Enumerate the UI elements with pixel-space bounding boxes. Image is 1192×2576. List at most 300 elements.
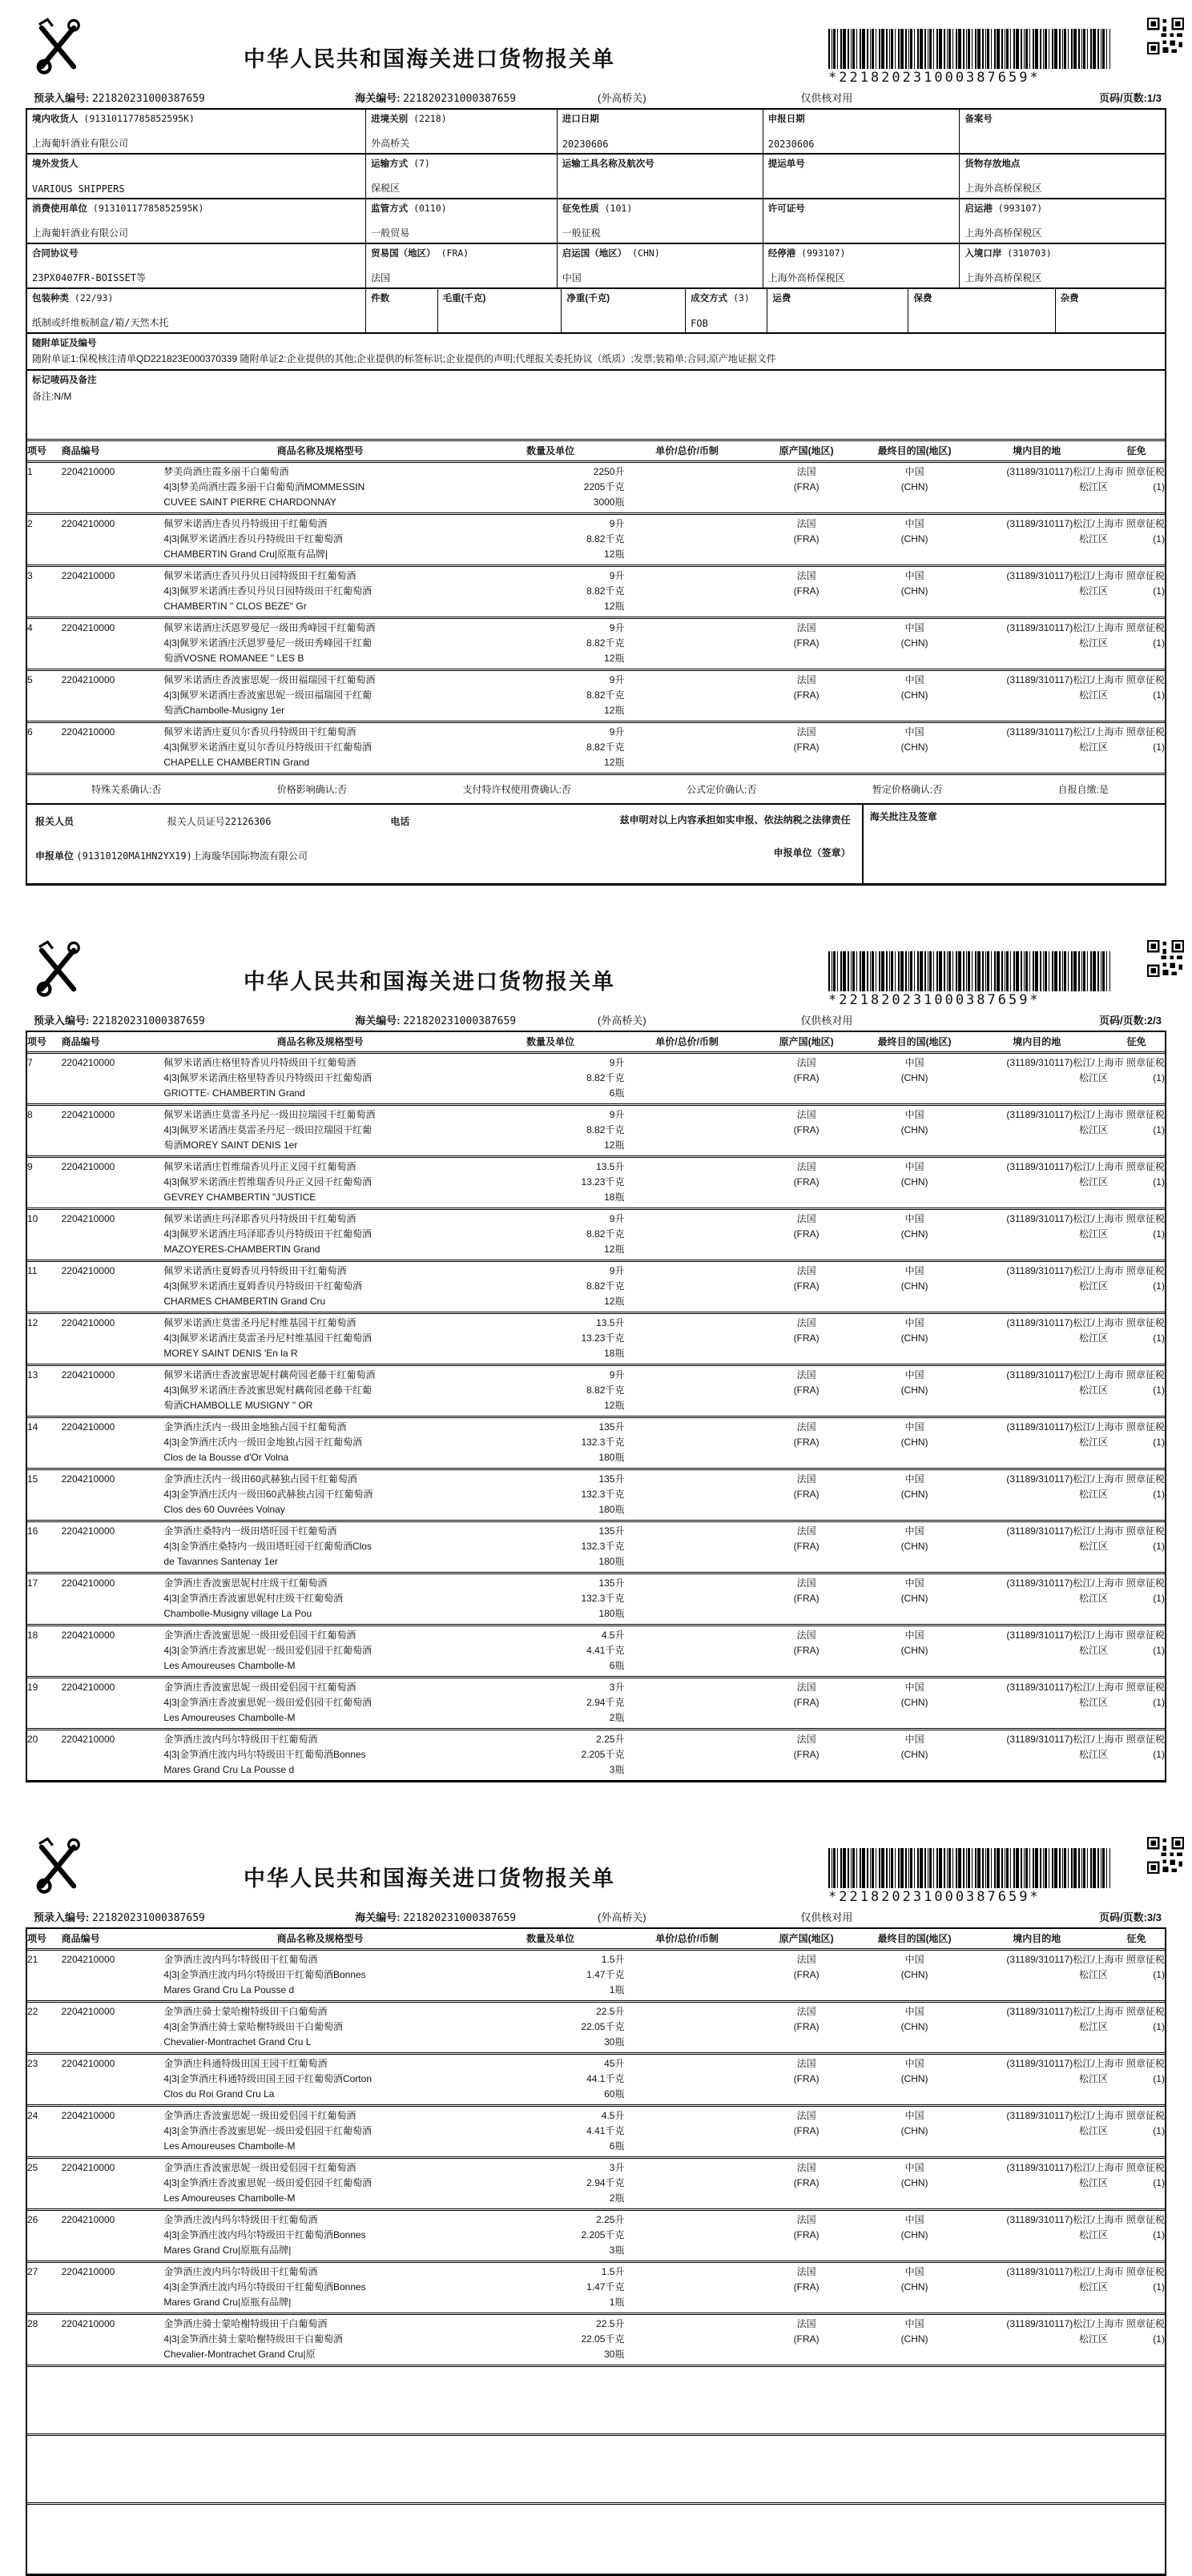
form-field-value: [562, 183, 758, 195]
bottle-count: 30瓶: [604, 2036, 625, 2048]
goods-name: 4|3|金笋酒庄香波蜜思妮村庄级干红葡萄酒: [163, 1593, 343, 1604]
hs-code: 2204210000: [61, 1369, 115, 1380]
destination-district: 松江区: [1078, 689, 1108, 701]
destination-country: 中国: [904, 1954, 924, 1965]
bottle-count: 12瓶: [604, 1244, 625, 1255]
destination-place: (31189/310117)松江/上海市 照章征税: [1006, 1265, 1165, 1276]
destination-country-code: (CHN): [900, 481, 928, 492]
pre-entry-label: 预录入编号:: [34, 1911, 90, 1923]
goods-item-row: [27, 1574, 1165, 1626]
weight: 22.05千克: [581, 2021, 625, 2032]
attached-documents-box: [27, 334, 1165, 371]
destination-country: 中国: [904, 1265, 924, 1276]
goods-name: CHAMBERTIN " CLOS BEZE" Gr: [163, 601, 307, 612]
duty-exemption-code: (1): [1153, 1593, 1165, 1604]
destination-district: 松江区: [1078, 1489, 1108, 1500]
barcode: [828, 951, 1123, 1008]
origin-country-code: (FRA): [793, 2229, 820, 2240]
item-line-3: [27, 1554, 1165, 1569]
goods-name: 金笋酒庄骑士蒙哈榭特级田干白葡萄酒: [163, 2006, 328, 2017]
form-field-label: 件数: [371, 294, 390, 303]
item-no: 21: [27, 1954, 38, 1965]
hs-code: 2204210000: [61, 2058, 115, 2069]
duty-exemption-code: (1): [1153, 689, 1165, 701]
item-line-2: [27, 1279, 1165, 1294]
goods-header-cell: 商品编号: [61, 1036, 100, 1047]
quantity: 135升: [598, 1577, 625, 1589]
goods-name: CHAMBERTIN Grand Cru|原瓶有品牌|: [163, 549, 328, 560]
goods-name: 金笋酒庄科通特级田国王园干红葡萄酒: [163, 2058, 328, 2069]
weight: 4.41千克: [586, 2125, 625, 2136]
goods-item-row: [27, 2055, 1165, 2107]
destination-country-code: (CHN): [900, 2333, 928, 2345]
origin-country-code: (FRA): [793, 1228, 820, 1240]
item-no: 7: [27, 1057, 33, 1068]
weight: 2.94千克: [586, 2177, 625, 2188]
quantity: 2250升: [593, 466, 625, 477]
item-line-3: [27, 651, 1165, 666]
duty-exemption-code: (1): [1153, 1437, 1165, 1448]
form-field: [558, 244, 763, 287]
declaration-statement: 兹申明对以上内容承担如实申报、依法纳税之法律责任: [619, 814, 851, 826]
form-field: [366, 289, 437, 332]
goods-header-cell: 商品名称及规格型号: [276, 445, 364, 456]
origin-country: 法国: [796, 622, 816, 633]
declaration-footer: [27, 805, 1165, 883]
hs-code: 2204210000: [61, 570, 115, 581]
hs-code: 2204210000: [61, 726, 115, 737]
goods-name: 佩罗米诺酒庄莫雷圣丹尼一级田拉瑞园干红葡萄酒: [163, 1109, 376, 1120]
form-field-label: 成交方式 (3): [691, 292, 750, 303]
duty-exemption-code: (1): [1153, 1645, 1165, 1656]
customs-office: (外高桥关): [597, 92, 646, 104]
form-field-value: [443, 318, 557, 329]
form-field: [763, 244, 960, 287]
goods-name: 4|3|金笋酒庄香波蜜思妮一级田爱侣园干红葡萄酒: [163, 1645, 372, 1656]
form-field: [562, 289, 686, 332]
goods-item-row: [27, 1678, 1165, 1730]
hs-code: 2204210000: [61, 1734, 115, 1745]
item-line-1: [27, 1107, 1165, 1123]
item-no: 19: [27, 1682, 38, 1693]
customs-office: (外高桥关): [597, 1911, 646, 1923]
item-line-1: [27, 1576, 1165, 1591]
origin-country: 法国: [796, 2162, 816, 2173]
item-no: 23: [27, 2058, 38, 2069]
weight: 13.23千克: [581, 1332, 625, 1344]
item-no: 6: [27, 726, 33, 737]
form-field: [960, 199, 1165, 243]
item-no: 1: [27, 466, 33, 477]
form-field-value: [566, 318, 680, 329]
goods-table-body: [27, 1951, 1165, 2574]
item-line-3: [27, 755, 1165, 770]
item-line-2: [27, 2019, 1165, 2035]
item-line-2: [27, 1435, 1165, 1450]
quantity: 9升: [609, 674, 625, 685]
form-field-label: 保费: [913, 294, 932, 303]
goods-item-row: [27, 1158, 1165, 1210]
duty-exemption-code: (1): [1153, 1124, 1165, 1135]
destination-place: (31189/310117)松江/上海市 照章征税: [1006, 2214, 1165, 2225]
origin-country: 法国: [796, 1369, 816, 1380]
item-line-1: [27, 1264, 1165, 1279]
declare-unit-value: (91310120MA1HN2YX19)上海璇华国际物流有限公司: [76, 850, 308, 862]
goods-name: 金笋酒庄桑特内一级田塔旺园干红葡萄酒: [163, 1525, 337, 1537]
bottle-count: 12瓶: [604, 549, 625, 560]
item-line-2: [27, 1643, 1165, 1658]
confirmation-item: 支付特许权使用费确认:否: [462, 784, 571, 795]
goods-name: Mares Grand Cru|原瓶有品牌|: [163, 2297, 292, 2308]
form-field-value: 20230606: [562, 139, 609, 150]
form-field-label: 许可证号: [767, 204, 805, 214]
item-line-3: [27, 2087, 1165, 2102]
goods-name: 4|3|佩罗米诺酒庄香波蜜思妮村藕荷园老藤干红葡: [163, 1384, 372, 1396]
goods-name: 金笋酒庄香波蜜思妮一级田爱侣园干红葡萄酒: [163, 1630, 356, 1641]
goods-header-cell: 原产国(地区): [779, 1933, 834, 1944]
destination-place: (31189/310117)松江/上海市 照章征税: [1006, 1682, 1165, 1693]
bottle-count: 60瓶: [604, 2088, 625, 2100]
form-row: [27, 199, 1165, 244]
form-field-label: 备案号: [964, 115, 993, 124]
form-field: [558, 155, 763, 198]
destination-district: 松江区: [1078, 1749, 1108, 1760]
item-line-3: [27, 2243, 1165, 2258]
destination-place: (31189/310117)松江/上海市 照章征税: [1006, 2058, 1165, 2069]
destination-place: (31189/310117)松江/上海市 照章征税: [1006, 1369, 1165, 1380]
page-number: 页码/页数:2/3: [1098, 1015, 1162, 1027]
item-line-2: [27, 1123, 1165, 1138]
goods-name: Clos du Roi Grand Cru La: [163, 2088, 275, 2100]
item-line-2: [27, 1591, 1165, 1606]
goods-name: 萄酒CHAMBOLLE MUSIGNY " OR: [163, 1400, 313, 1411]
item-no: 25: [27, 2162, 38, 2173]
item-line-2: [27, 2332, 1165, 2347]
hs-code: 2204210000: [61, 1057, 115, 1068]
form-field-value: 上海外高桥保税区: [964, 183, 1042, 194]
bottle-count: 12瓶: [604, 1296, 625, 1307]
origin-country: 法国: [796, 2058, 816, 2069]
form-field-value: 20230606: [767, 139, 815, 150]
goods-name: 金笋酒庄波内玛尔特级田干红葡萄酒: [163, 2214, 318, 2225]
destination-place: (31189/310117)松江/上海市 照章征税: [1006, 1954, 1165, 1965]
form-field-label: 净重(千克): [566, 294, 610, 303]
item-line-3: [27, 1606, 1165, 1622]
goods-name: Les Amoureuses Chambolle-M: [163, 2140, 296, 2152]
destination-country: 中国: [904, 674, 924, 685]
declaration-sheet: [26, 1031, 1166, 1782]
form-field: [366, 199, 558, 243]
unit-price: [624, 1316, 749, 1331]
goods-name: 4|3|金笋酒庄香波蜜思妮一级田爱侣园干红葡萄酒: [163, 2177, 372, 2188]
goods-name: 佩罗米诺酒庄莫雷圣丹尼村维基园干红葡萄酒: [163, 1317, 356, 1328]
hs-code: 2204210000: [61, 1213, 115, 1224]
destination-district: 松江区: [1078, 1697, 1108, 1708]
unit-price: [624, 1159, 749, 1175]
form-field: [908, 289, 1055, 332]
goods-name: Clos de la Bousse d'Or Volna: [163, 1452, 289, 1463]
goods-item-row: [27, 1314, 1165, 1366]
goods-name: 金笋酒庄香波蜜思妮一级田爱侣园干红葡萄酒: [163, 2162, 356, 2173]
bottle-count: 2瓶: [609, 1712, 625, 1723]
origin-country: 法国: [796, 2110, 816, 2121]
weight: 44.1千克: [586, 2073, 625, 2084]
goods-name: MAZOYERES-CHAMBERTIN Grand: [163, 1244, 320, 1255]
goods-header-cell: 境内目的地: [1013, 1933, 1061, 1944]
barcode-bars: [828, 951, 1110, 991]
weight: 8.82千克: [586, 533, 625, 545]
form-field: [27, 244, 366, 287]
item-line-2: [27, 1747, 1165, 1762]
goods-header-cell: 单价/总价/币制: [655, 1036, 719, 1047]
destination-district: 松江区: [1078, 1645, 1108, 1656]
destination-district: 松江区: [1078, 637, 1108, 649]
form-field-label: 贸易国（地区） (FRA): [371, 247, 469, 259]
qr-code-icon: [1147, 1837, 1184, 1874]
bottle-count: 18瓶: [604, 1348, 625, 1359]
pre-entry-no: 221820231000387659: [91, 1912, 205, 1924]
item-line-1: [27, 1732, 1165, 1747]
form-field: [438, 289, 562, 332]
goods-name: 佩罗米诺酒庄格里特香贝丹特级田干红葡萄酒: [163, 1057, 356, 1068]
goods-item-row: [27, 515, 1165, 567]
origin-country-code: (FRA): [793, 2125, 820, 2136]
bottle-count: 3瓶: [609, 2244, 625, 2256]
form-row: [27, 110, 1165, 155]
origin-country: 法国: [796, 1317, 816, 1328]
weight: 2.94千克: [586, 1697, 625, 1708]
form-field-label: 进境关别 (2218): [371, 113, 447, 124]
form-field-label: 货物存放地点: [964, 159, 1021, 169]
origin-country-code: (FRA): [793, 1697, 820, 1708]
hs-code: 2204210000: [61, 2162, 115, 2173]
destination-district: 松江区: [1078, 1332, 1108, 1344]
origin-country-code: (FRA): [793, 1593, 820, 1604]
document-title: 中华人民共和国海关进口货物报关单: [244, 47, 615, 71]
item-line-3: [27, 1762, 1165, 1778]
quantity: 9升: [609, 622, 625, 633]
bottle-count: 3000瓶: [593, 496, 625, 508]
goods-item-row: [27, 463, 1165, 515]
form-field-label: 杂费: [1060, 294, 1079, 303]
form-field-label: 经停港 (993107): [767, 247, 846, 259]
goods-name: Les Amoureuses Chambolle-M: [163, 1660, 296, 1671]
hs-code: 2204210000: [61, 2006, 115, 2017]
bottle-count: 18瓶: [604, 1192, 625, 1203]
destination-country: 中国: [904, 518, 924, 529]
barcode-text: *221820231000387659*: [828, 70, 1041, 86]
origin-country: 法国: [796, 2318, 816, 2329]
form-field-label: 进口日期: [562, 115, 599, 124]
destination-country: 中国: [904, 2214, 924, 2225]
goods-table-body: [27, 463, 1165, 773]
destination-district: 松江区: [1078, 1384, 1108, 1396]
item-no: 9: [27, 1161, 33, 1172]
info-line: [34, 1909, 1162, 1924]
bottle-count: 30瓶: [604, 2349, 625, 2360]
form-field-value: 上海外高桥保税区: [964, 227, 1042, 239]
weight: 13.23千克: [581, 1176, 625, 1188]
quantity: 1.5升: [601, 2266, 625, 2277]
goods-name: 金笋酒庄波内玛尔特级田干红葡萄酒: [163, 2266, 318, 2277]
goods-name: 萄酒VOSNE ROMANEE " LES B: [163, 653, 304, 664]
hs-code: 2204210000: [61, 518, 115, 529]
barcode-bars: [828, 29, 1110, 69]
item-line-1: [27, 2160, 1165, 2176]
origin-country: 法国: [796, 1525, 816, 1537]
goods-header-cell: 征免: [1126, 1933, 1146, 1944]
item-no: 15: [27, 1473, 38, 1485]
declaration-page-3: [26, 1819, 1166, 2576]
check-note: 仅供核对用: [800, 1015, 853, 1027]
item-line-1: [27, 516, 1165, 532]
unit-price: [624, 464, 749, 480]
bottle-count: 6瓶: [609, 1087, 625, 1099]
goods-header-cell: 数量及单位: [526, 1933, 575, 1944]
goods-name: Chambolle-Musigny village La Pou: [163, 1608, 312, 1619]
hs-code: 2204210000: [61, 2214, 115, 2225]
barcode-text: *221820231000387659*: [828, 1889, 1041, 1905]
item-no: 12: [27, 1317, 38, 1328]
item-no: 5: [27, 674, 33, 685]
item-line-3: [27, 2295, 1165, 2310]
destination-country-code: (CHN): [900, 1072, 928, 1083]
goods-name: 4|3|佩罗米诺酒庄格里特香贝丹特级田干红葡萄酒: [163, 1072, 372, 1083]
goods-header-cell: 商品名称及规格型号: [276, 1933, 364, 1944]
item-line-2: [27, 1383, 1165, 1398]
item-line-2: [27, 740, 1165, 755]
quantity: 4.5升: [601, 1630, 625, 1641]
destination-country-code: (CHN): [900, 741, 928, 753]
barcode: [828, 29, 1123, 86]
goods-header-cell: 境内目的地: [1013, 1036, 1061, 1047]
item-line-1: [27, 569, 1165, 584]
form-field: [960, 155, 1165, 198]
goods-name: 佩罗米诺酒庄香贝丹贝日园特级田干红葡萄酒: [163, 570, 356, 581]
destination-place: (31189/310117)松江/上海市 照章征税: [1006, 1213, 1165, 1224]
item-line-1: [27, 621, 1165, 636]
origin-country: 法国: [796, 1682, 816, 1693]
item-line-1: [27, 1680, 1165, 1695]
goods-name: 4|3|金笋酒庄波内玛尔特级田干红葡萄酒Bonnes: [163, 1749, 366, 1760]
unit-price: [624, 1055, 749, 1071]
destination-district: 松江区: [1078, 533, 1108, 545]
item-no: 18: [27, 1630, 38, 1641]
destination-country-code: (CHN): [900, 1384, 928, 1396]
duty-exemption-code: (1): [1153, 1228, 1165, 1240]
goods-header-cell: 原产国(地区): [779, 1036, 834, 1047]
unit-price: [624, 2108, 749, 2124]
form-field-value: 外高桥关: [371, 138, 410, 149]
quantity: 22.5升: [596, 2318, 625, 2329]
quantity: 9升: [609, 1213, 625, 1224]
destination-country-code: (CHN): [900, 1124, 928, 1135]
item-line-1: [27, 2056, 1165, 2072]
form-field-value: 中国: [562, 272, 582, 283]
destination-country: 中国: [904, 1630, 924, 1641]
bottle-count: 2瓶: [609, 2192, 625, 2204]
hs-code: 2204210000: [61, 1161, 115, 1172]
pre-entry-label: 预录入编号:: [34, 92, 90, 104]
unit-price: [624, 1472, 749, 1487]
destination-country-code: (CHN): [900, 637, 928, 649]
form-field: [27, 199, 366, 243]
origin-country: 法国: [796, 1161, 816, 1172]
goods-name: 4|3|梦美尚酒庄霞多丽干白葡萄酒MOMMESSIN: [163, 481, 365, 492]
hs-code: 2204210000: [61, 466, 115, 477]
destination-country-code: (CHN): [900, 2073, 928, 2084]
form-field-label: 申报日期: [767, 115, 805, 124]
form-row: [27, 155, 1165, 199]
item-no: 4: [27, 622, 33, 633]
origin-country-code: (FRA): [793, 1749, 820, 1760]
info-line: [34, 1012, 1162, 1027]
form-field-label: 启运港 (993107): [964, 203, 1043, 214]
form-field-value: 23PX0407FR-BOISSET等: [32, 272, 147, 283]
goods-name: 4|3|佩罗米诺酒庄玛泽耶香贝丹特级田干红葡萄酒: [163, 1228, 372, 1240]
duty-exemption-code: (1): [1153, 1176, 1165, 1188]
form-field-value: [1061, 318, 1160, 329]
item-line-2: [27, 2072, 1165, 2087]
bottle-count: 180瓶: [598, 1452, 625, 1463]
goods-name: 4|3|佩罗米诺酒庄夏姆香贝丹特级田干红葡萄酒: [163, 1280, 362, 1292]
customs-endorsement-cell: 海关批注及签章: [869, 811, 937, 822]
destination-country-code: (CHN): [900, 1541, 928, 1552]
duty-exemption-code: (1): [1153, 1749, 1165, 1760]
destination-country: 中国: [904, 1109, 924, 1120]
goods-item-row: [27, 1626, 1165, 1678]
item-line-2: [27, 1331, 1165, 1346]
goods-name: 金笋酒庄骑士蒙哈榭特级田干白葡萄酒: [163, 2318, 328, 2329]
hs-code: 2204210000: [61, 1525, 115, 1537]
duty-exemption-code: (1): [1153, 1072, 1165, 1083]
form-field-value: 纸制或纤维板制盒/箱/天然木托: [32, 317, 169, 328]
goods-name: 金笋酒庄波内玛尔特级田干红葡萄酒: [163, 1954, 318, 1965]
document-title: 中华人民共和国海关进口货物报关单: [244, 1867, 615, 1891]
destination-country: 中国: [904, 1421, 924, 1433]
origin-country: 法国: [796, 2266, 816, 2277]
form-field-label: 运费: [772, 294, 791, 303]
unit-price: [624, 2317, 749, 2332]
unit-price: [624, 1680, 749, 1695]
empty-goods-row: [27, 2436, 1165, 2505]
goods-name: 4|3|佩罗米诺酒庄莫雷圣丹尼村维基园干红葡萄酒: [163, 1332, 372, 1344]
destination-place: (31189/310117)松江/上海市 照章征税: [1006, 1734, 1165, 1745]
form-field-value: 保税区: [371, 183, 401, 194]
duty-exemption-code: (1): [1153, 585, 1165, 597]
destination-place: (31189/310117)松江/上海市 照章征税: [1006, 1317, 1165, 1328]
declaration-page-2: [26, 922, 1166, 1782]
goods-name: 佩罗米诺酒庄玛泽耶香贝丹特级田干红葡萄酒: [163, 1213, 356, 1224]
hs-code: 2204210000: [61, 1682, 115, 1693]
goods-item-row: [27, 1522, 1165, 1574]
goods-table-header: [27, 1929, 1165, 1951]
marks-remarks-label: 标记唛码及备注: [32, 376, 97, 385]
duty-exemption-code: (1): [1153, 481, 1165, 492]
item-line-2: [27, 1695, 1165, 1710]
goods-name: Les Amoureuses Chambolle-M: [163, 2192, 296, 2204]
destination-country: 中国: [904, 570, 924, 581]
item-line-3: [27, 2347, 1165, 2362]
destination-place: (31189/310117)松江/上海市 照章征税: [1006, 1577, 1165, 1589]
qr-code-icon: [1147, 940, 1184, 977]
item-no: 2: [27, 518, 33, 529]
customs-no-label: 海关编号:: [355, 1911, 401, 1923]
origin-country: 法国: [796, 1109, 816, 1120]
goods-header-cell: 单价/总价/币制: [655, 1933, 719, 1944]
form-field-value: 上海葡轩酒业有限公司: [32, 227, 129, 239]
destination-place: (31189/310117)松江/上海市 照章征税: [1006, 466, 1165, 477]
